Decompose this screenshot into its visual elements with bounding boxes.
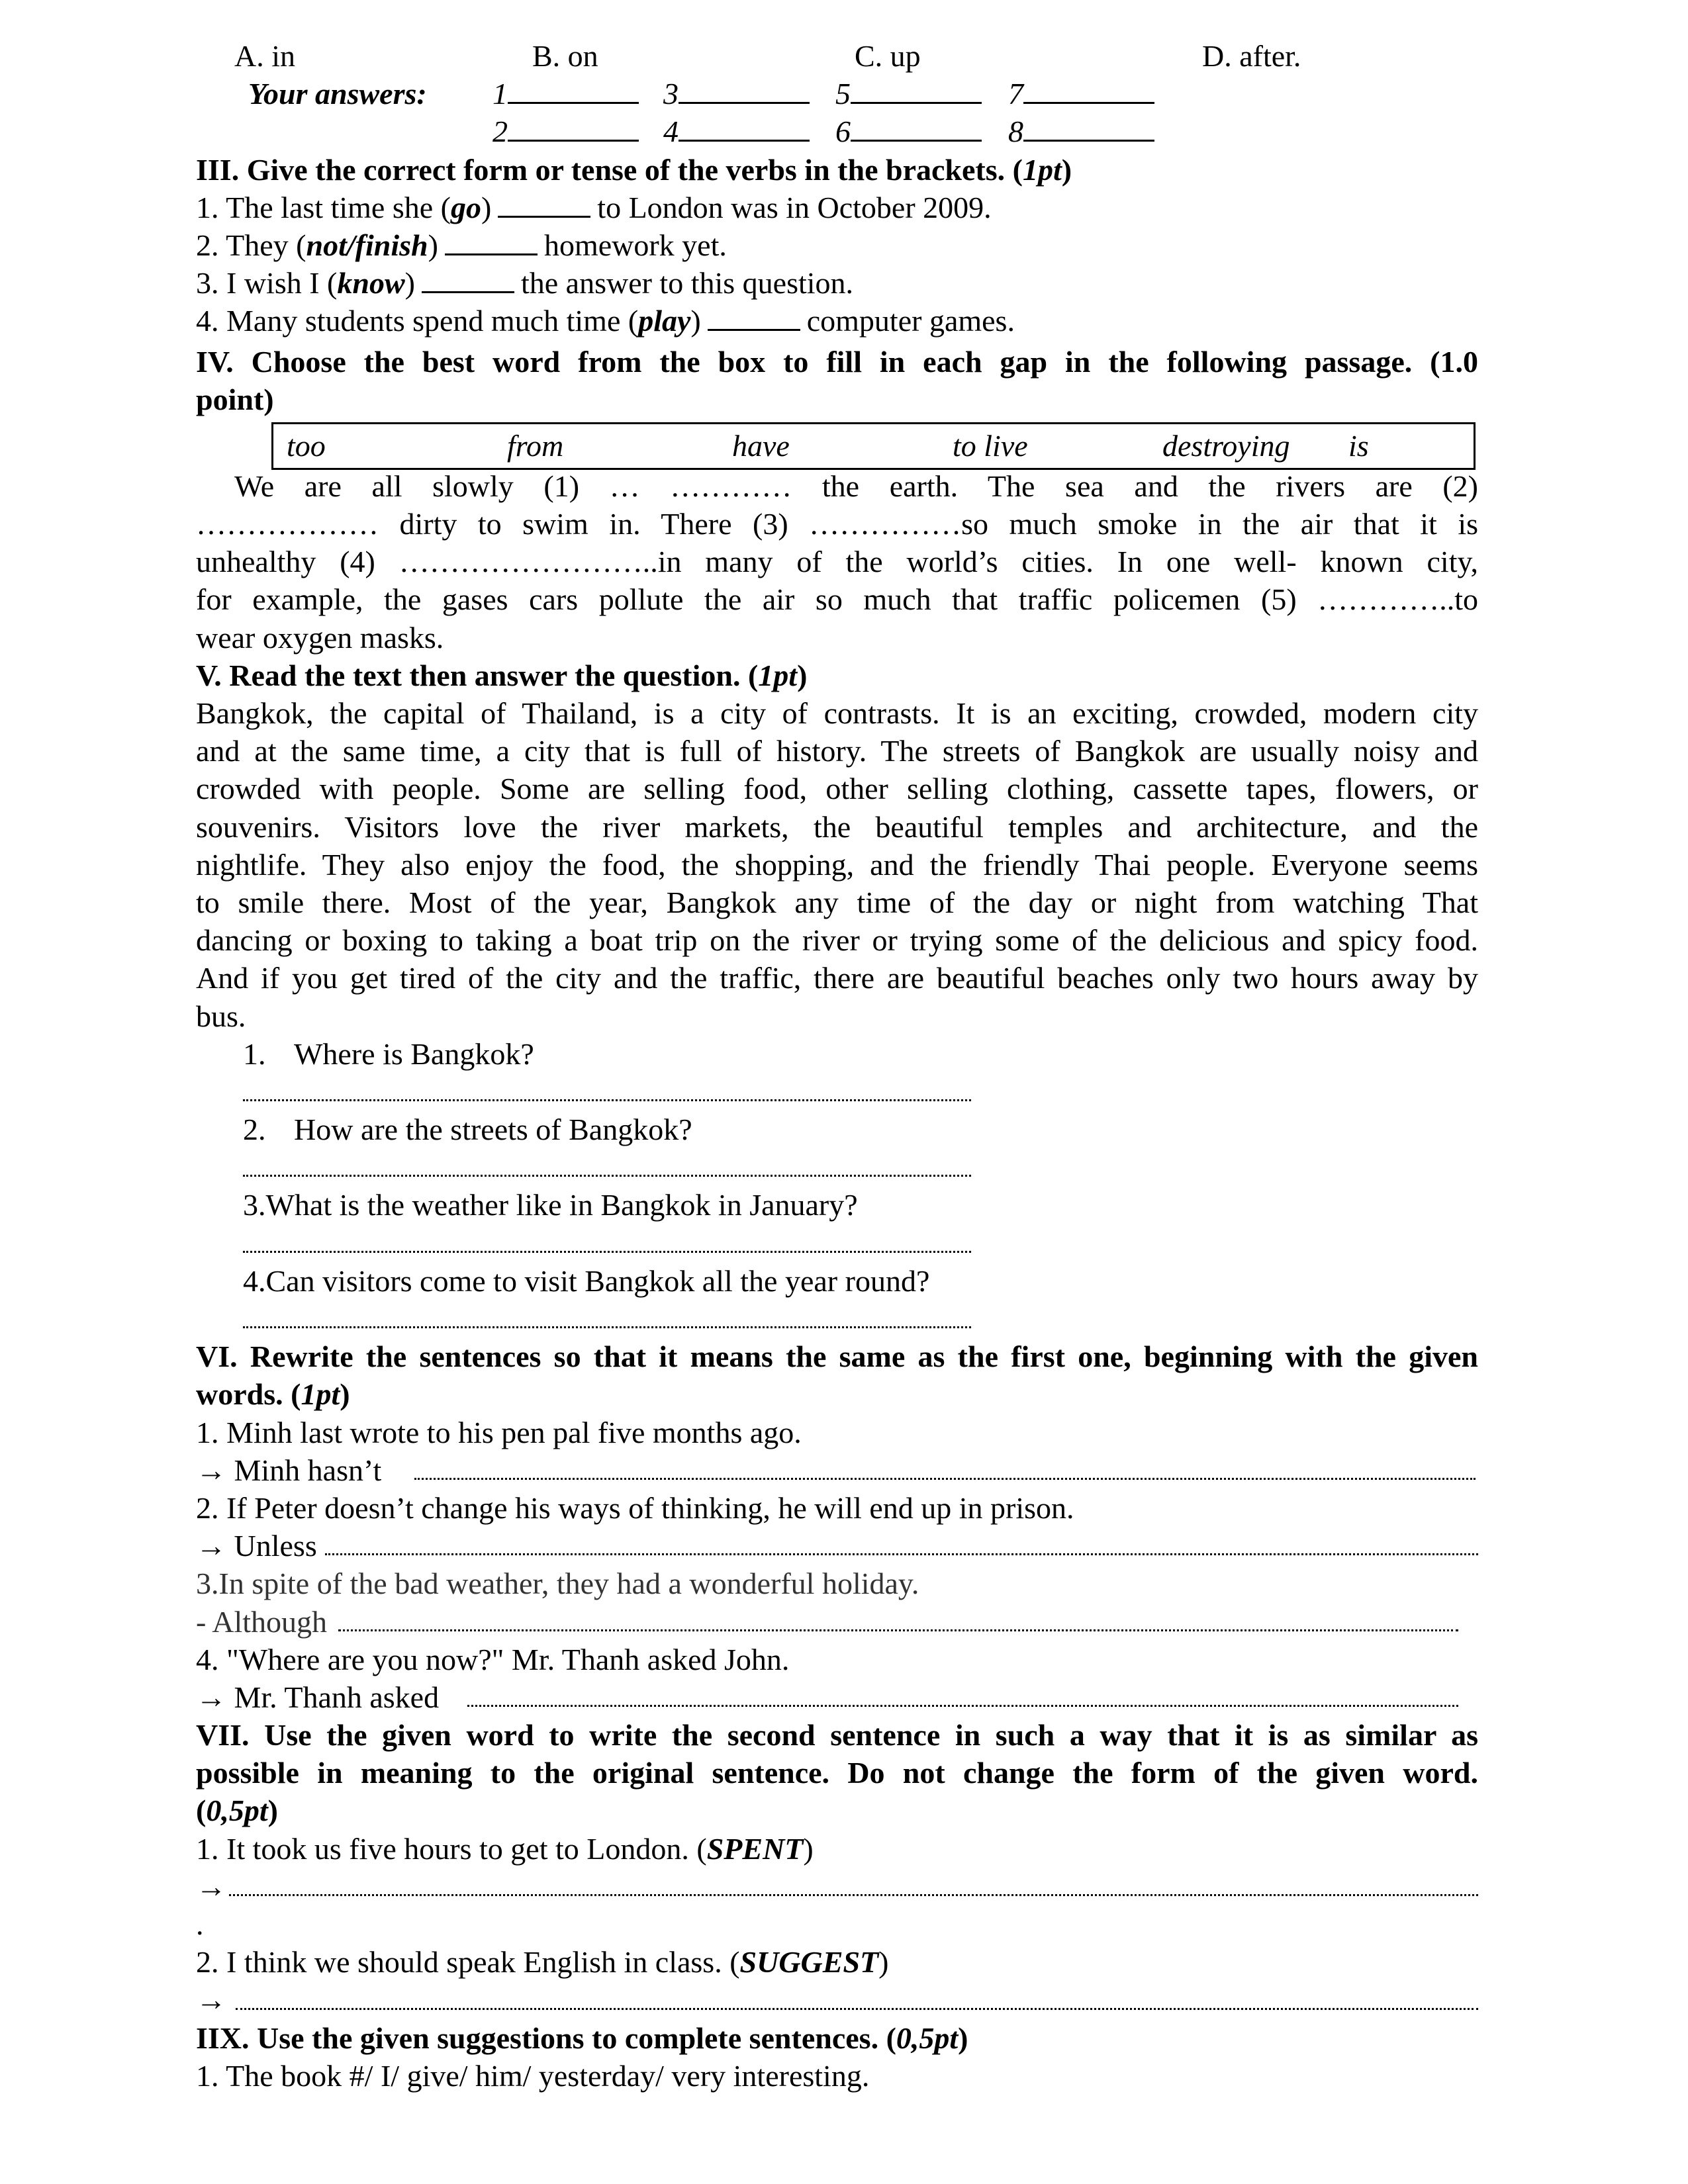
answers-colon: : (416, 77, 427, 111)
box-word: from (507, 428, 564, 463)
t: computer games. (806, 304, 1015, 338)
reading-line: dancing or boxing to taking a boat trip on the river or trying some of the delicious and spicy food. (196, 923, 1478, 958)
paren: ) (267, 1794, 278, 1828)
box-word: to live (953, 428, 1028, 463)
answer-line[interactable] (196, 1224, 1478, 1262)
reading-line: crowded with people. Some are selling food, other selling clothing, cassette tapes, flowers, or (196, 772, 1478, 806)
arrow: → (196, 1983, 226, 2017)
t: ) (803, 1831, 814, 1866)
options-row (196, 37, 1478, 75)
points: 0,5pt (206, 1794, 268, 1828)
answer-line[interactable] (196, 1148, 1478, 1186)
t: 2. I think we should speak English in class. ( (196, 1945, 740, 1979)
heading-text: III. Give the correct form or tense of the verbs in the brackets. ( (196, 152, 1023, 187)
t: ) (878, 1945, 889, 1979)
points: 0,5pt (896, 2021, 959, 2055)
t: ) (481, 190, 492, 224)
rewrite-answer[interactable] (196, 1451, 1478, 1489)
t: 4. Many students spend much time ( (196, 304, 639, 338)
section-4-heading-2: point) (196, 382, 274, 416)
question-4 (196, 1262, 1478, 1300)
transform-answer[interactable] (196, 1868, 1478, 1905)
section-4-heading: IV. Choose the best word from the box to fill in each gap in the following passage. (1.0 (196, 344, 1478, 379)
arrow: → (196, 1869, 226, 1903)
reading-line: nightlife. They also enjoy the food, the shopping, and the friendly Thai people. Everyone seems (196, 847, 1478, 882)
reading-line: souvenirs. Visitors love the river markets, the beautiful temples and architecture, and the (196, 809, 1478, 844)
question-1 (196, 1035, 1478, 1073)
answer-prompt: → Minh hasn’t (196, 1453, 382, 1487)
t: the answer to this question. (520, 266, 854, 300)
rewrite-answer[interactable] (196, 1527, 1478, 1565)
reading-line: And if you get tired of the city and the traffic, there are beautiful beaches only two hours away by (196, 961, 1478, 995)
answer-prompt: → Mr. Thanh asked (196, 1680, 440, 1714)
paren: ) (340, 1377, 350, 1412)
given-word: SUGGEST (739, 1945, 879, 1979)
t: 1. The last time she ( (196, 190, 451, 224)
verb: not/finish (306, 228, 428, 262)
heading-text: IIX. Use the given suggestions to complete sentences. ( (196, 2021, 896, 2055)
answer-slot-1[interactable] (492, 75, 639, 113)
q-text: 3.What is the weather like in Bangkok in January? (243, 1188, 858, 1222)
verb-item-1 (196, 189, 1478, 226)
section-3-heading (196, 151, 1478, 189)
blank[interactable] (422, 265, 514, 293)
heading-text: words. ( (196, 1377, 301, 1412)
paren: ) (1061, 152, 1072, 187)
section-6-heading-2 (196, 1375, 1478, 1413)
option-d: D. after. (1202, 39, 1301, 73)
box-word: is (1348, 428, 1369, 463)
paren: ) (958, 2021, 968, 2055)
paren: ) (797, 658, 808, 692)
dotted-line[interactable] (243, 1175, 971, 1177)
worksheet-page (196, 37, 1478, 2095)
section-7-heading-2: possible in meaning to the original sentence. Do not change the form of the given word. (196, 1756, 1478, 1790)
question-2 (196, 1111, 1478, 1148)
t: ) (690, 304, 701, 338)
answer-prompt: - Although (196, 1604, 328, 1639)
q-text: How are the streets of Bangkok? (294, 1113, 692, 1147)
answer-num: 7 (1008, 77, 1023, 111)
box-word: have (732, 428, 790, 463)
rewrite-question: 1. Minh last wrote to his pen pal five months ago. (196, 1415, 802, 1449)
passage-line: We are all slowly (1) … ………… the earth. The sea and the rivers are (2) (234, 469, 1478, 503)
answer-slot-3[interactable] (663, 75, 810, 113)
box-word: too (287, 428, 326, 463)
given-word: SPENT (706, 1831, 804, 1866)
verb: know (337, 266, 405, 300)
answers-label-text: Your answers (248, 77, 417, 111)
transform-question (196, 1943, 1478, 1981)
answer-slot-7[interactable] (1008, 75, 1154, 113)
t: ) (428, 228, 438, 262)
answer-slot-5[interactable] (835, 75, 982, 113)
dotted-line[interactable] (243, 1326, 971, 1328)
section-5-heading (196, 657, 1478, 694)
section-7-heading-3 (196, 1792, 1478, 1829)
question-3 (196, 1186, 1478, 1224)
answer-line[interactable] (196, 1300, 1478, 1338)
passage-line: ……………… dirty to swim in. There (3) ……………so much smoke in the air that it is (196, 507, 1478, 541)
answer-slot-2[interactable] (492, 113, 639, 150)
q-text: 4.Can visitors come to visit Bangkok all the year round? (243, 1263, 930, 1298)
answers-row-1 (196, 75, 1478, 113)
blank[interactable] (445, 227, 538, 255)
reading-line: to smile there. Most of the year, Bangkok any time of the day or night from watching That (196, 885, 1478, 919)
t: ) (404, 266, 415, 300)
option-a: A. in (234, 39, 295, 73)
answer-num: 5 (835, 77, 851, 111)
transform-answer-cont: . (196, 1907, 204, 1941)
section-7-heading: VII. Use the given word to write the second sentence in such a way that it is as similar as (196, 1718, 1478, 1752)
answer-num: 8 (1008, 114, 1023, 149)
q-num: 1. (243, 1036, 266, 1071)
t: homework yet. (543, 228, 727, 262)
answer-slot-4[interactable] (663, 113, 810, 150)
answer-num: 3 (663, 77, 679, 111)
reading-line: Bangkok, the capital of Thailand, is a city of contrasts. It is an exciting, crowded, modern city (196, 696, 1478, 730)
points: 1pt (301, 1377, 340, 1412)
dotted-line[interactable] (338, 1629, 1458, 1631)
reading-line: bus. (196, 999, 246, 1033)
rewrite-question: 3.In spite of the bad weather, they had a wonderful holiday. (196, 1567, 919, 1601)
points: 1pt (758, 658, 798, 692)
section-6-heading: VI. Rewrite the sentences so that it means the same as the first one, beginning with the given (196, 1340, 1478, 1374)
passage-line: wear oxygen masks. (196, 620, 444, 655)
verb: play (638, 304, 691, 338)
answer-num: 2 (492, 114, 508, 149)
answer-num: 6 (835, 114, 851, 149)
word-box-frame (271, 422, 1476, 470)
blank[interactable] (498, 189, 590, 218)
verb-item-4 (196, 302, 1478, 340)
reading-line: and at the same time, a city that is full of history. The streets of Bangkok are usually noisy and (196, 734, 1478, 768)
box-word: destroying (1162, 428, 1290, 463)
option-c: C. up (855, 39, 921, 73)
answers-row-2 (196, 113, 1478, 150)
dotted-line[interactable] (236, 2008, 1478, 2010)
heading-text: V. Read the text then answer the question. ( (196, 658, 759, 692)
t: 3. I wish I ( (196, 266, 338, 300)
option-b: B. on (532, 39, 598, 73)
transform-question (196, 1830, 1478, 1868)
answer-num: 4 (663, 114, 679, 149)
dotted-line[interactable] (243, 1251, 971, 1253)
passage-line: for example, the gases cars pollute the air so much that traffic policemen (5) …………..to (196, 582, 1478, 617)
paren: ( (196, 1794, 207, 1828)
rewrite-answer[interactable] (196, 1603, 1478, 1641)
verb: go (450, 190, 481, 224)
section-8-heading (196, 2019, 1478, 2057)
passage-line: unhealthy (4) ……………………..in many of the world’s cities. In one well- known city, (196, 545, 1478, 579)
dotted-line[interactable] (467, 1705, 1458, 1707)
dotted-line[interactable] (229, 1894, 1478, 1896)
q-num: 2. (243, 1113, 266, 1147)
rewrite-question: 2. If Peter doesn’t change his ways of thinking, he will end up in prison. (196, 1490, 1074, 1525)
answer-num: 1 (492, 77, 508, 111)
blank[interactable] (708, 302, 800, 331)
points: 1pt (1022, 152, 1062, 187)
answers-label (248, 75, 427, 113)
verb-item-3 (196, 264, 1478, 302)
t: 1. It took us five hours to get to London. ( (196, 1831, 707, 1866)
answer-line[interactable] (196, 1073, 1478, 1111)
word-box (196, 418, 1478, 467)
q-text: Where is Bangkok? (294, 1036, 534, 1071)
answer-prompt: → Unless (196, 1529, 317, 1563)
verb-item-2 (196, 226, 1478, 264)
dotted-line[interactable] (325, 1553, 1478, 1555)
transform-answer[interactable] (196, 1981, 1478, 2019)
dotted-line[interactable] (414, 1478, 1476, 1480)
rewrite-answer[interactable] (196, 1678, 1478, 1716)
suggestion-item: 1. The book #/ I/ give/ him/ yesterday/ very interesting. (196, 2058, 870, 2093)
dotted-line[interactable] (243, 1099, 971, 1101)
t: 2. They ( (196, 228, 306, 262)
answer-slot-8[interactable] (1008, 113, 1154, 150)
t: to London was in October 2009. (597, 190, 992, 224)
rewrite-question: 4. "Where are you now?" Mr. Thanh asked John. (196, 1642, 790, 1676)
answer-slot-6[interactable] (835, 113, 982, 150)
